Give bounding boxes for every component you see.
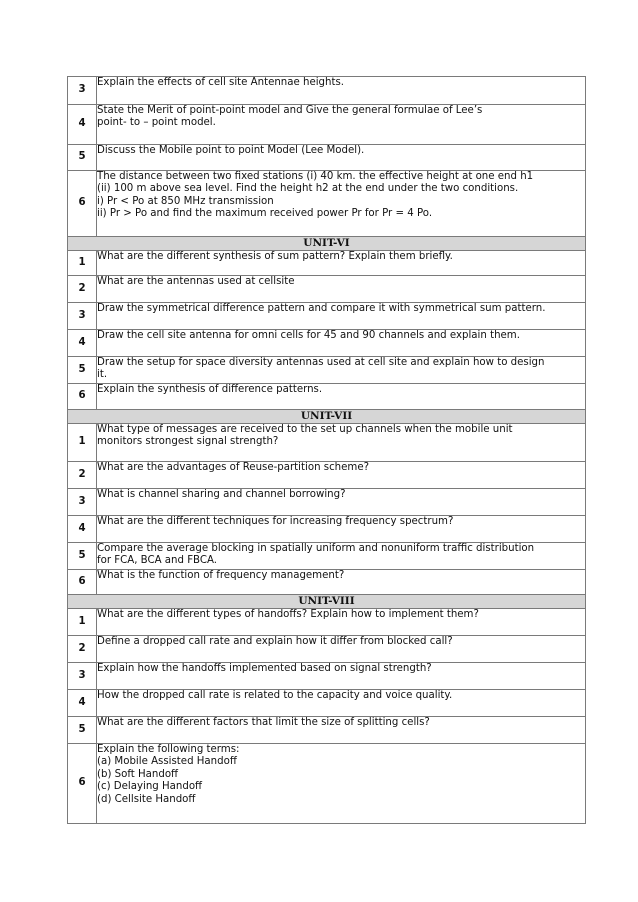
question-text: [97, 543, 586, 570]
question-row: [68, 663, 586, 690]
question-row: [68, 171, 586, 237]
question-row: [68, 145, 586, 171]
question-row: [68, 570, 586, 595]
question-number: 3: [68, 303, 97, 330]
question-text: [97, 663, 586, 690]
question-row: [68, 636, 586, 663]
question-number: 2: [68, 636, 97, 663]
unit-heading: UNIT-VII: [68, 410, 586, 424]
question-line: What are the advantages of Reuse-partition scheme?: [97, 462, 369, 473]
question-number: 4: [68, 690, 97, 717]
question-text: [97, 570, 586, 595]
question-line: Define a dropped call rate and explain how it differ from blocked call?: [97, 636, 453, 647]
question-row: [68, 543, 586, 570]
question-row: [68, 384, 586, 410]
question-line: How the dropped call rate is related to the capacity and voice quality.: [97, 690, 453, 701]
question-line: What type of messages are received to the set up channels when the mobile unit: [97, 424, 513, 435]
question-line: What are the different types of handoffs? Explain how to implement them?: [97, 609, 479, 620]
question-line: (ii) 100 m above sea level. Find the height h2 at the end under the two conditions.: [97, 183, 519, 195]
question-number: 2: [68, 462, 97, 489]
question-number: 6: [68, 171, 97, 237]
question-line: (d) Cellsite Handoff: [97, 793, 196, 805]
question-line: Draw the cell site antenna for omni cells for 45 and 90 channels and explain them.: [97, 330, 520, 341]
question-number: 4: [68, 516, 97, 543]
question-text: [97, 330, 586, 357]
question-line: point- to – point model.: [97, 117, 216, 129]
question-line: i) Pr < Po at 850 MHz transmission: [97, 195, 274, 207]
unit-heading: UNIT-VIII: [68, 595, 586, 609]
question-line: What are the different synthesis of sum pattern? Explain them briefly.: [97, 251, 453, 262]
question-text: [97, 609, 586, 636]
question-text: [97, 105, 586, 145]
question-text: [97, 636, 586, 663]
question-number: 4: [68, 105, 97, 145]
question-text: [97, 424, 586, 462]
question-number: 3: [68, 489, 97, 516]
question-row: [68, 357, 586, 384]
question-line: What are the different factors that limit the size of splitting cells?: [97, 717, 430, 728]
question-number: 1: [68, 251, 97, 276]
question-row: [68, 77, 586, 105]
question-number: 5: [68, 543, 97, 570]
question-line: What is channel sharing and channel borrowing?: [97, 489, 346, 500]
question-text: [97, 251, 586, 276]
question-row: [68, 462, 586, 489]
unit-header-row: [68, 595, 586, 609]
question-text: [97, 357, 586, 384]
question-row: [68, 717, 586, 744]
question-text: [97, 690, 586, 717]
question-line: for FCA, BCA and FBCA.: [97, 555, 218, 567]
question-line: What are the antennas used at cellsite: [97, 276, 295, 287]
question-line: monitors strongest signal strength?: [97, 436, 279, 448]
question-line: Draw the symmetrical difference pattern and compare it with symmetrical sum pattern.: [97, 303, 546, 314]
question-row: [68, 424, 586, 462]
unit-heading: UNIT-VI: [68, 237, 586, 251]
question-text: [97, 744, 586, 824]
question-number: 6: [68, 744, 97, 824]
question-text: [97, 717, 586, 744]
question-line: Explain how the handoffs implemented based on signal strength?: [97, 663, 432, 674]
question-line: Discuss the Mobile point to point Model (Lee Model).: [97, 145, 365, 156]
question-text: [97, 303, 586, 330]
question-table-body: [68, 77, 586, 824]
question-text: [97, 77, 586, 105]
question-row: [68, 609, 586, 636]
question-line: What is the function of frequency management?: [97, 570, 345, 581]
question-line: (c) Delaying Handoff: [97, 781, 203, 793]
question-number: 5: [68, 717, 97, 744]
question-row: [68, 744, 586, 824]
question-number: 6: [68, 384, 97, 410]
unit-header-row: [68, 410, 586, 424]
question-line: Draw the setup for space diversity antennas used at cell site and explain how to design: [97, 357, 545, 368]
question-line: Explain the effects of cell site Antennae heights.: [97, 77, 345, 88]
question-line: The distance between two fixed stations (i) 40 km. the effective height at one end h1: [97, 171, 534, 182]
question-number: 2: [68, 276, 97, 303]
question-text: [97, 384, 586, 410]
question-number: 4: [68, 330, 97, 357]
question-line: Explain the following terms:: [97, 744, 240, 755]
question-row: [68, 105, 586, 145]
question-row: [68, 330, 586, 357]
question-row: [68, 690, 586, 717]
question-line: Compare the average blocking in spatially uniform and nonuniform traffic distribution: [97, 543, 535, 554]
question-row: [68, 303, 586, 330]
question-line: ii) Pr > Po and find the maximum received power Pr for Pr = 4 Po.: [97, 208, 433, 220]
unit-header-row: [68, 237, 586, 251]
question-line: (b) Soft Handoff: [97, 768, 179, 780]
question-line: Explain the synthesis of difference patterns.: [97, 384, 323, 395]
question-line: it.: [97, 369, 108, 381]
question-row: [68, 251, 586, 276]
question-number: 1: [68, 424, 97, 462]
question-text: [97, 516, 586, 543]
question-row: [68, 276, 586, 303]
question-text: [97, 145, 586, 171]
question-number: 6: [68, 570, 97, 595]
question-row: [68, 516, 586, 543]
question-text: [97, 462, 586, 489]
question-line: What are the different techniques for increasing frequency spectrum?: [97, 516, 454, 527]
question-text: [97, 171, 586, 237]
question-row: [68, 489, 586, 516]
question-number: 3: [68, 77, 97, 105]
question-line: State the Merit of point-point model and Give the general formulae of Lee’s: [97, 105, 483, 116]
question-text: [97, 489, 586, 516]
question-text: [97, 276, 586, 303]
question-number: 1: [68, 609, 97, 636]
question-table: [67, 76, 586, 824]
question-number: 5: [68, 145, 97, 171]
question-number: 5: [68, 357, 97, 384]
question-number: 3: [68, 663, 97, 690]
question-line: (a) Mobile Assisted Handoff: [97, 756, 237, 768]
